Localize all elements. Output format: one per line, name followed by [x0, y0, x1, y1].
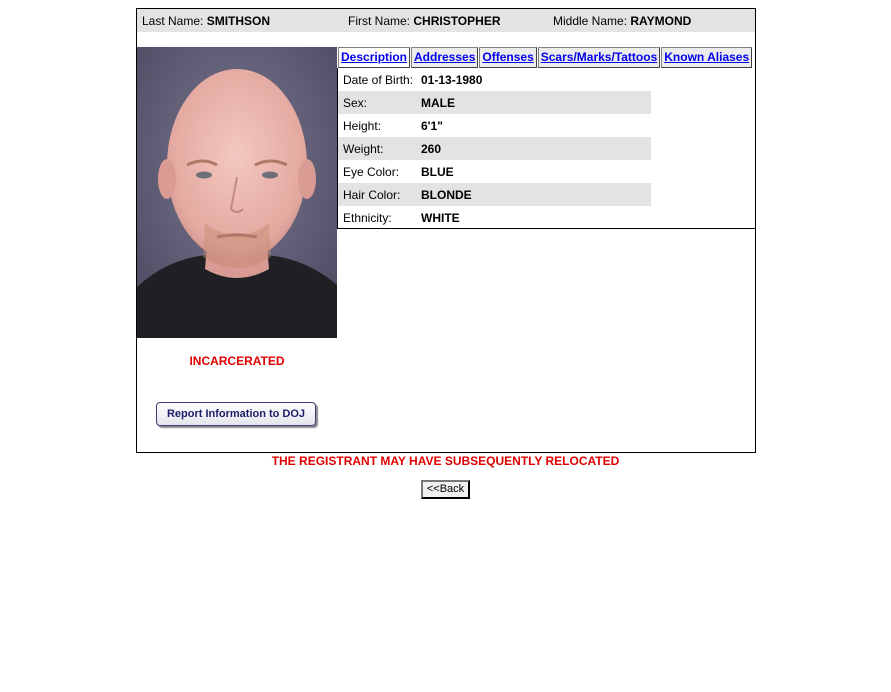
tab-known-aliases[interactable]: Known Aliases: [661, 47, 752, 68]
ethnicity-value: WHITE: [421, 211, 460, 225]
dob-value: 01-13-1980: [421, 73, 483, 87]
eye-color-value: BLUE: [421, 165, 454, 179]
last-name-label: Last Name:: [142, 14, 204, 28]
first-name-label: First Name:: [348, 14, 411, 28]
height-label: Height:: [343, 119, 382, 133]
first-name-field: [348, 14, 500, 28]
relocation-notice: THE REGISTRANT MAY HAVE SUBSEQUENTLY RELOCATED: [271, 454, 620, 468]
middle-name-value: RAYMOND: [630, 14, 692, 28]
middle-name-label: Middle Name:: [553, 14, 628, 28]
hair-color-value: BLONDE: [421, 188, 472, 202]
description-panel: [337, 68, 755, 229]
dob-label: Date of Birth:: [343, 73, 414, 87]
first-name-value: CHRISTOPHER: [413, 14, 501, 28]
report-to-doj-button[interactable]: Report Information to DOJ: [156, 402, 316, 426]
last-name-field: [142, 14, 270, 28]
middle-name-field: [553, 14, 691, 28]
hair-color-row: [338, 183, 651, 206]
registrant-photo-image: [137, 47, 337, 338]
tab-addresses[interactable]: Addresses: [411, 47, 478, 68]
incarceration-status: INCARCERATED: [189, 354, 285, 368]
sex-row: [338, 91, 651, 114]
tab-description[interactable]: Description: [338, 47, 410, 68]
last-name-value: SMITHSON: [206, 14, 271, 28]
record-tabs: [338, 47, 753, 68]
tab-scars-marks-tattoos[interactable]: Scars/Marks/Tattoos: [538, 47, 661, 68]
ethnicity-label: Ethnicity:: [343, 211, 392, 225]
name-bar: [137, 9, 755, 32]
height-row: [338, 114, 651, 137]
sex-label: Sex:: [343, 96, 368, 110]
ethnicity-row: [338, 206, 651, 229]
hair-color-label: Hair Color:: [343, 188, 401, 202]
eye-color-label: Eye Color:: [343, 165, 400, 179]
weight-row: [338, 137, 651, 160]
height-value: 6'1": [421, 119, 443, 133]
dob-row: [338, 68, 651, 91]
registrant-record-panel: [136, 8, 756, 453]
back-button[interactable]: <<Back: [421, 480, 470, 499]
eye-color-row: [338, 160, 651, 183]
sex-value: MALE: [421, 96, 455, 110]
registrant-photo: [137, 47, 337, 338]
tab-offenses[interactable]: Offenses: [479, 47, 536, 68]
weight-label: Weight:: [343, 142, 384, 156]
weight-value: 260: [421, 142, 442, 156]
